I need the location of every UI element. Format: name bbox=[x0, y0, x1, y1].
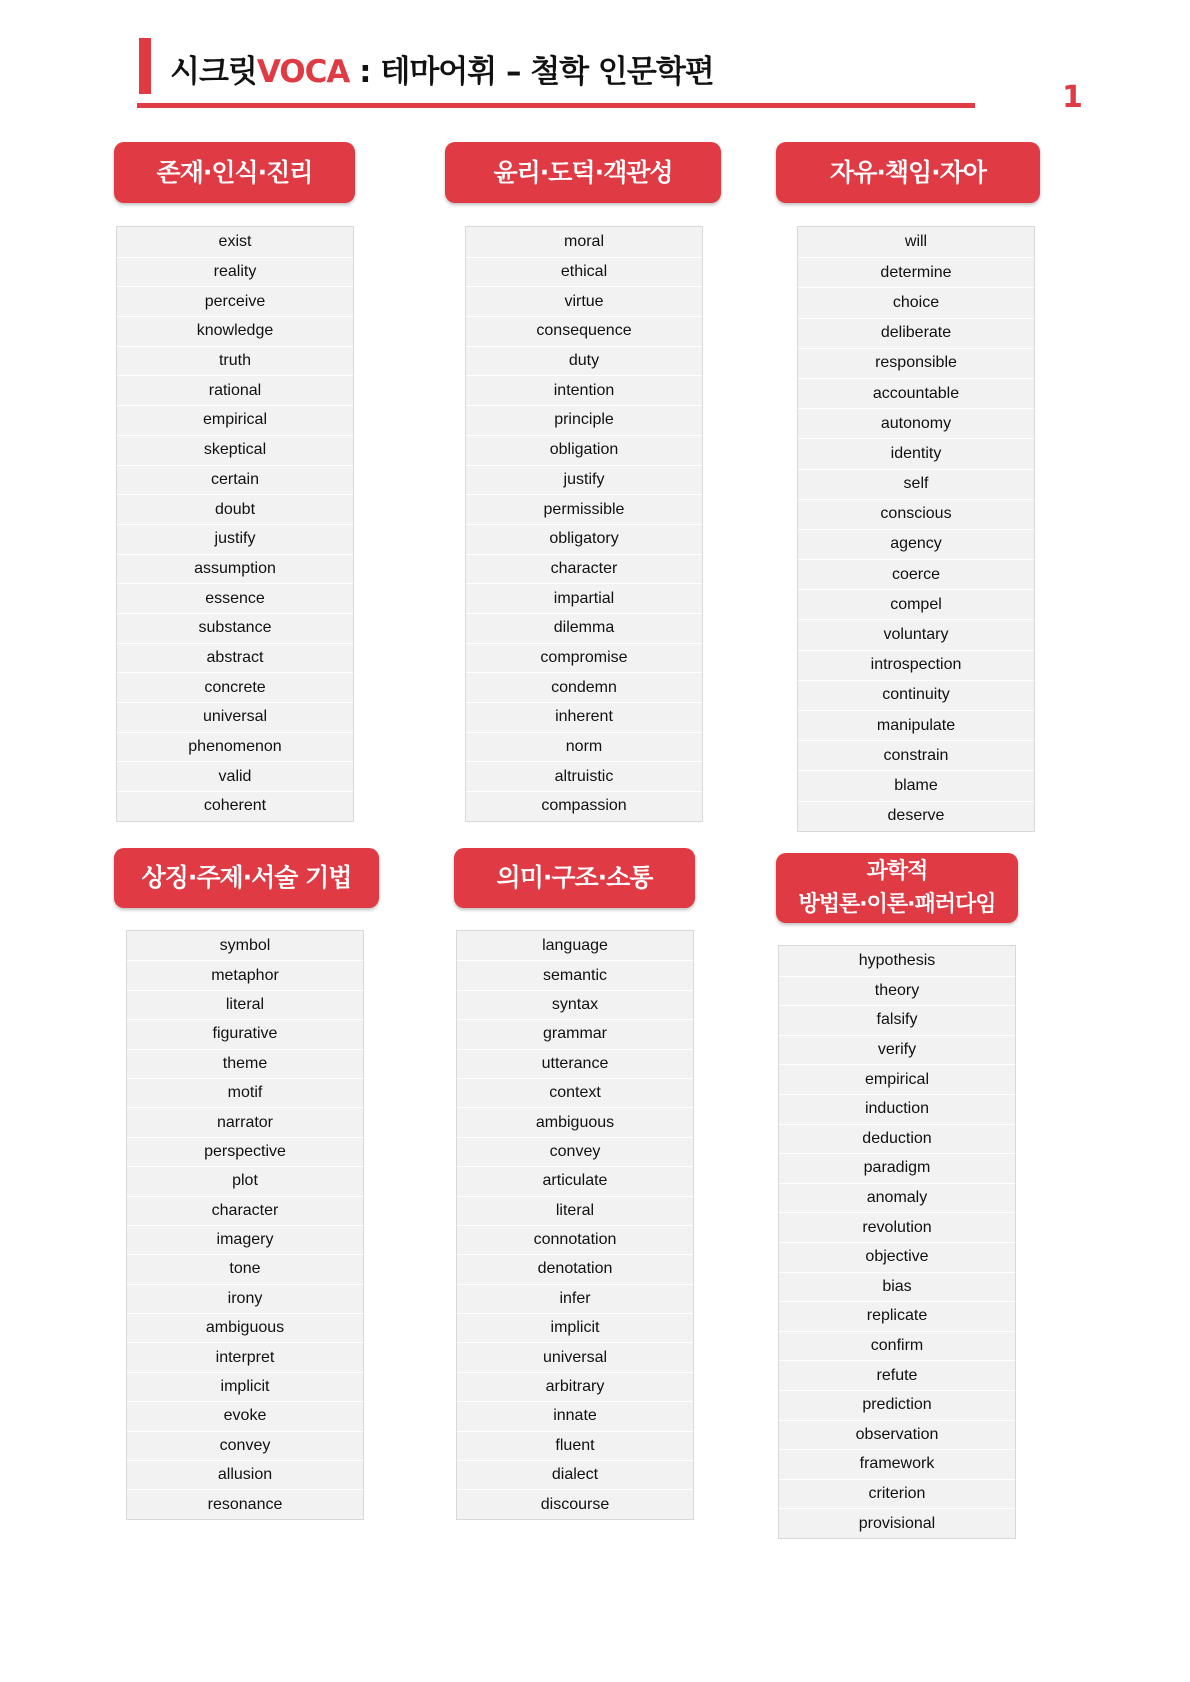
word-item: theory bbox=[779, 976, 1015, 1006]
section-header-1 bbox=[114, 142, 355, 203]
section-header-line: 자유·책임·자아 bbox=[830, 157, 986, 187]
word-item: substance bbox=[117, 613, 353, 643]
word-item: plot bbox=[127, 1166, 363, 1195]
section-header-line: 방법론·이론·패러다임 bbox=[798, 892, 996, 917]
page-title bbox=[170, 50, 714, 94]
word-item: abstract bbox=[117, 643, 353, 673]
word-item: skeptical bbox=[117, 435, 353, 465]
word-item: revolution bbox=[779, 1212, 1015, 1242]
word-item: paradigm bbox=[779, 1153, 1015, 1183]
word-item: voluntary bbox=[798, 619, 1034, 649]
section-header-4 bbox=[114, 848, 379, 908]
word-item: fluent bbox=[457, 1431, 693, 1460]
word-item: theme bbox=[127, 1049, 363, 1078]
word-item: justify bbox=[117, 524, 353, 554]
word-item: language bbox=[542, 936, 608, 954]
word-item: prediction bbox=[779, 1390, 1015, 1420]
word-item: resonance bbox=[127, 1489, 363, 1518]
word-item: falsify bbox=[779, 1005, 1015, 1035]
section-header-line: 상징·주제·서술 기법 bbox=[141, 863, 352, 892]
word-item: character bbox=[466, 554, 702, 584]
word-item: refute bbox=[779, 1360, 1015, 1390]
word-item: assumption bbox=[117, 554, 353, 584]
word-item: truth bbox=[117, 346, 353, 376]
word-list-2 bbox=[465, 226, 703, 822]
word-item: accountable bbox=[798, 378, 1034, 408]
word-item: innate bbox=[457, 1401, 693, 1430]
word-item: norm bbox=[466, 732, 702, 762]
word-item: anomaly bbox=[779, 1183, 1015, 1213]
word-item: interpret bbox=[127, 1342, 363, 1371]
word-item: autonomy bbox=[798, 408, 1034, 438]
word-item: introspection bbox=[798, 650, 1034, 680]
word-item: intention bbox=[466, 375, 702, 405]
word-item: utterance bbox=[457, 1049, 693, 1078]
word-item: irony bbox=[127, 1284, 363, 1313]
word-item: responsible bbox=[798, 348, 1034, 378]
word-item: continuity bbox=[798, 680, 1034, 710]
word-item: infer bbox=[457, 1284, 693, 1313]
word-item: literal bbox=[457, 1196, 693, 1225]
word-item: compel bbox=[798, 589, 1034, 619]
word-item: blame bbox=[798, 770, 1034, 800]
word-list-6 bbox=[778, 945, 1016, 1539]
word-item: ambiguous bbox=[127, 1313, 363, 1342]
word-item: certain bbox=[117, 465, 353, 495]
word-item: semantic bbox=[457, 960, 693, 989]
word-item: inherent bbox=[466, 702, 702, 732]
title-brand: VOCA bbox=[256, 54, 350, 90]
section-header-6 bbox=[776, 853, 1018, 923]
word-item: empirical bbox=[779, 1064, 1015, 1094]
page-number: 1 bbox=[1062, 80, 1083, 115]
word-item: criterion bbox=[779, 1479, 1015, 1509]
word-item: verify bbox=[779, 1035, 1015, 1065]
word-item: deduction bbox=[779, 1124, 1015, 1154]
title-accent-bar bbox=[139, 38, 151, 94]
word-item: obligation bbox=[466, 435, 702, 465]
word-item: objective bbox=[779, 1242, 1015, 1272]
word-item: valid bbox=[117, 761, 353, 791]
word-item: will bbox=[904, 233, 928, 251]
word-item: moral bbox=[563, 232, 604, 250]
section-header-5 bbox=[454, 848, 695, 908]
word-item: symbol bbox=[219, 936, 271, 954]
word-item: observation bbox=[779, 1420, 1015, 1450]
word-item: context bbox=[457, 1078, 693, 1107]
word-item: principle bbox=[466, 405, 702, 435]
word-item: hypothesis bbox=[858, 951, 936, 969]
word-item: justify bbox=[466, 465, 702, 495]
section-header-2 bbox=[445, 142, 721, 203]
word-item: provisional bbox=[779, 1508, 1015, 1538]
word-item: altruistic bbox=[466, 761, 702, 791]
word-item: dilemma bbox=[466, 613, 702, 643]
section-header-line: 의미·구조·소통 bbox=[496, 863, 653, 892]
word-item: implicit bbox=[127, 1372, 363, 1401]
word-item: virtue bbox=[466, 286, 702, 316]
word-item: identity bbox=[798, 438, 1034, 468]
word-item: imagery bbox=[127, 1225, 363, 1254]
word-item: essence bbox=[117, 583, 353, 613]
word-item: deserve bbox=[798, 801, 1034, 831]
word-item: rational bbox=[117, 375, 353, 405]
title-prefix: 시크릿 bbox=[170, 54, 257, 90]
word-item: compassion bbox=[466, 791, 702, 821]
word-item: denotation bbox=[457, 1254, 693, 1283]
title-underline bbox=[137, 103, 975, 108]
word-item: perceive bbox=[117, 286, 353, 316]
word-item: narrator bbox=[127, 1107, 363, 1136]
section-header-line: 과학적 bbox=[866, 859, 928, 884]
word-item: exist bbox=[218, 232, 252, 250]
word-list-1 bbox=[116, 226, 354, 822]
word-list-4 bbox=[126, 930, 364, 1520]
word-item: discourse bbox=[457, 1489, 693, 1518]
word-item: condemn bbox=[466, 672, 702, 702]
word-item: dialect bbox=[457, 1460, 693, 1489]
word-item: evoke bbox=[127, 1401, 363, 1430]
word-item: universal bbox=[117, 702, 353, 732]
section-header-line: 존재·인식·진리 bbox=[156, 157, 313, 187]
word-item: manipulate bbox=[798, 710, 1034, 740]
word-item: character bbox=[127, 1196, 363, 1225]
word-item: implicit bbox=[457, 1313, 693, 1342]
word-item: universal bbox=[457, 1342, 693, 1371]
word-item: induction bbox=[779, 1094, 1015, 1124]
word-item: literal bbox=[127, 990, 363, 1019]
word-item: knowledge bbox=[117, 316, 353, 346]
word-item: consequence bbox=[466, 316, 702, 346]
word-item: arbitrary bbox=[457, 1372, 693, 1401]
word-item: ambiguous bbox=[457, 1107, 693, 1136]
word-item: convey bbox=[127, 1431, 363, 1460]
word-item: self bbox=[798, 469, 1034, 499]
word-item: motif bbox=[127, 1078, 363, 1107]
word-item: impartial bbox=[466, 583, 702, 613]
word-item: framework bbox=[779, 1449, 1015, 1479]
word-item: coherent bbox=[117, 791, 353, 821]
word-item: articulate bbox=[457, 1166, 693, 1195]
word-item: perspective bbox=[127, 1137, 363, 1166]
word-item: permissible bbox=[466, 494, 702, 524]
word-item: metaphor bbox=[127, 960, 363, 989]
word-list-3 bbox=[797, 226, 1035, 832]
word-item: replicate bbox=[779, 1301, 1015, 1331]
word-item: bias bbox=[779, 1272, 1015, 1302]
word-item: allusion bbox=[127, 1460, 363, 1489]
word-item: agency bbox=[798, 529, 1034, 559]
word-item: convey bbox=[457, 1137, 693, 1166]
word-item: coerce bbox=[798, 559, 1034, 589]
word-item: phenomenon bbox=[117, 732, 353, 762]
word-item: tone bbox=[127, 1254, 363, 1283]
word-item: constrain bbox=[798, 740, 1034, 770]
word-item: connotation bbox=[457, 1225, 693, 1254]
section-header-3 bbox=[776, 142, 1040, 203]
word-item: obligatory bbox=[466, 524, 702, 554]
word-item: choice bbox=[798, 287, 1034, 317]
section-header-line: 윤리·도덕·객관성 bbox=[493, 157, 673, 187]
word-item: doubt bbox=[117, 494, 353, 524]
word-list-5 bbox=[456, 930, 694, 1520]
word-item: grammar bbox=[457, 1019, 693, 1048]
word-item: concrete bbox=[117, 672, 353, 702]
word-item: confirm bbox=[779, 1331, 1015, 1361]
word-item: determine bbox=[798, 257, 1034, 287]
word-item: empirical bbox=[117, 405, 353, 435]
word-item: conscious bbox=[798, 499, 1034, 529]
word-item: ethical bbox=[466, 257, 702, 287]
word-item: duty bbox=[466, 346, 702, 376]
word-item: compromise bbox=[466, 643, 702, 673]
word-item: deliberate bbox=[798, 318, 1034, 348]
word-item: syntax bbox=[457, 990, 693, 1019]
title-rest: : 테마어휘 – 철학 인문학편 bbox=[349, 54, 714, 90]
word-item: reality bbox=[117, 257, 353, 287]
word-item: figurative bbox=[127, 1019, 363, 1048]
